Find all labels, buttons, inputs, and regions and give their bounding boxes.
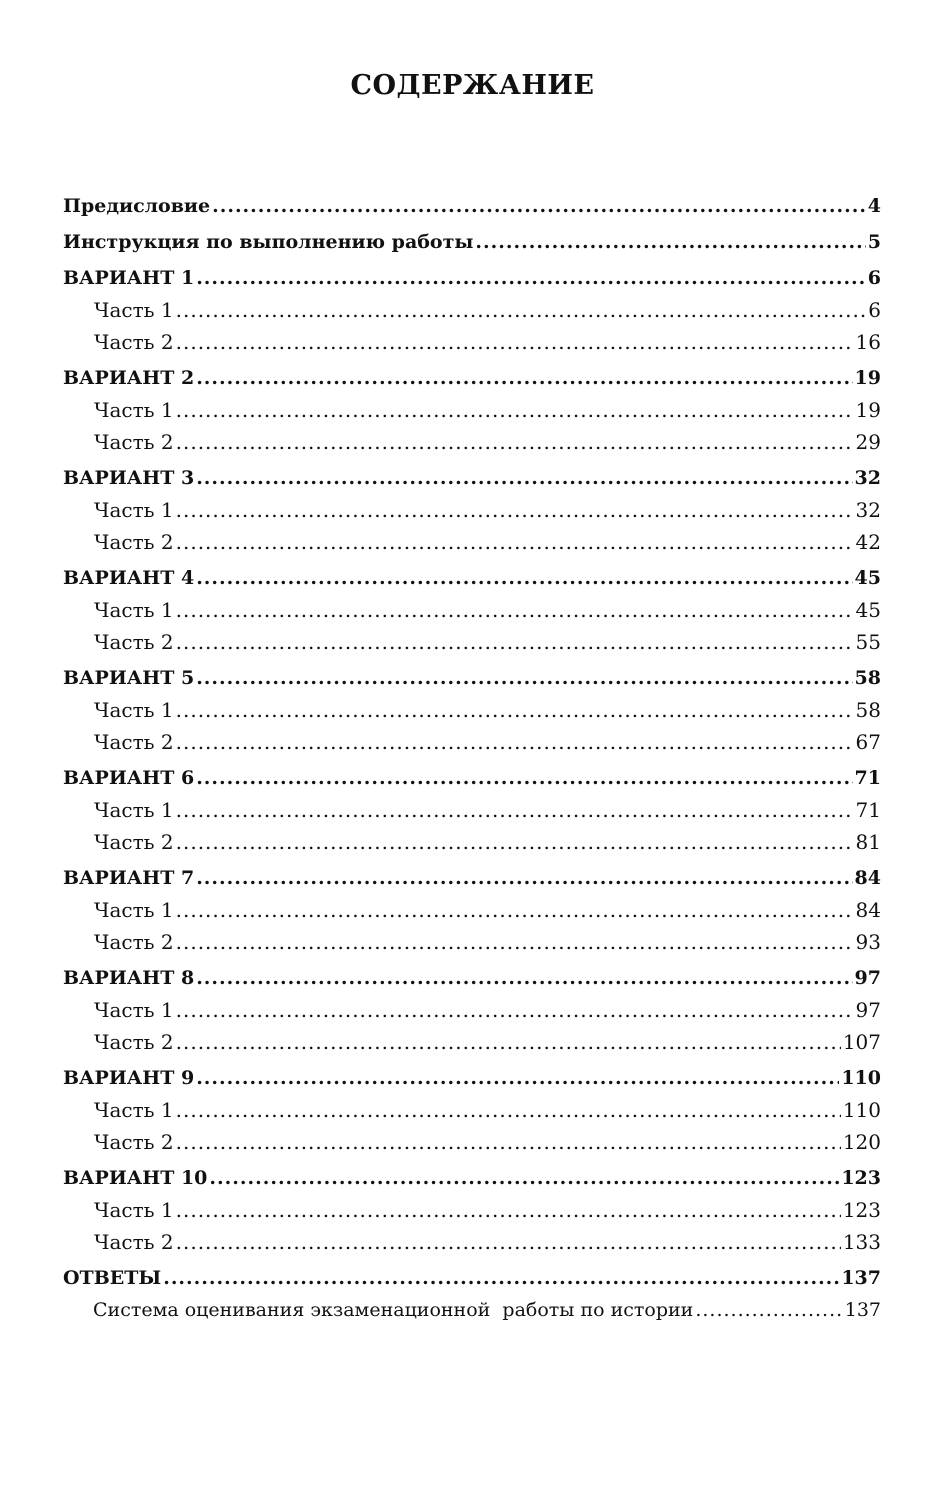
toc-entry-variant[interactable] [63, 965, 881, 991]
toc-entry-label: ВАРИАНТ 3 [63, 467, 195, 489]
toc-entry-label: ОТВЕТЫ [63, 1267, 162, 1289]
toc-entry-label: ВАРИАНТ 2 [63, 367, 195, 389]
dot-leader [176, 729, 854, 755]
toc-entry-label: Часть 1 [94, 1198, 174, 1222]
toc-entry-label: Часть 1 [94, 1098, 174, 1122]
toc-entry-part[interactable] [63, 629, 881, 655]
dot-leader [176, 829, 854, 855]
toc-entry-label: Часть 1 [94, 398, 174, 422]
toc-entry-part[interactable] [63, 297, 881, 323]
dot-leader [196, 965, 852, 991]
toc-entry-page: 19 [854, 367, 881, 389]
toc-entry-label: Часть 1 [94, 998, 174, 1022]
toc-entry-instructions[interactable] [63, 229, 881, 255]
toc-entry-label: Система оценивания экзаменационной работы по истории [93, 1299, 694, 1321]
toc-entry-page: 133 [842, 1230, 881, 1254]
toc-entry-label: ВАРИАНТ 5 [63, 667, 195, 689]
toc-entry-part[interactable] [63, 1197, 881, 1223]
toc-entry-part[interactable] [63, 1029, 881, 1055]
toc-entry-part[interactable] [63, 529, 881, 555]
dot-leader [196, 265, 866, 291]
toc-entry-page: 97 [855, 998, 881, 1022]
toc-entry-page: 84 [855, 898, 881, 922]
toc-entry-page: 55 [855, 630, 881, 654]
toc-entry-page: 120 [842, 1130, 881, 1154]
toc-entry-page: 5 [867, 231, 881, 253]
dot-leader [176, 1097, 841, 1123]
toc-entry-label: ВАРИАНТ 6 [63, 767, 195, 789]
toc-entry-answers[interactable] [63, 1265, 881, 1291]
toc-entry-label: ВАРИАНТ 10 [63, 1167, 208, 1189]
toc-entry-label: Часть 1 [94, 298, 174, 322]
toc-entry-variant[interactable] [63, 265, 881, 291]
toc-entry-page: 29 [855, 430, 881, 454]
dot-leader [176, 629, 854, 655]
toc-entry-label: ВАРИАНТ 7 [63, 867, 195, 889]
toc-entry-page: 67 [855, 730, 881, 754]
dot-leader [176, 397, 854, 423]
dot-leader [176, 797, 854, 823]
toc-entry-page: 107 [842, 1030, 881, 1054]
toc-entry-label: Часть 1 [94, 898, 174, 922]
toc-entry-page: 6 [868, 298, 881, 322]
toc-entry-part[interactable] [63, 1129, 881, 1155]
dot-leader [176, 1029, 841, 1055]
toc-entry-variant[interactable] [63, 665, 881, 691]
toc-entry-variant[interactable] [63, 865, 881, 891]
toc-entry-part[interactable] [63, 697, 881, 723]
toc-entry-variant[interactable] [63, 765, 881, 791]
toc-entry-page: 42 [855, 530, 881, 554]
dot-leader [176, 1229, 841, 1255]
toc-entry-label: Часть 2 [94, 430, 174, 454]
toc-entry-page: 97 [854, 967, 881, 989]
toc-entry-variant[interactable] [63, 465, 881, 491]
dot-leader [176, 297, 867, 323]
dot-leader [176, 997, 854, 1023]
dot-leader [176, 529, 854, 555]
toc-entry-grading-system[interactable] [63, 1297, 881, 1323]
dot-leader [176, 497, 854, 523]
toc-entry-part[interactable] [63, 329, 881, 355]
dot-leader [176, 1197, 841, 1223]
dot-leader [163, 1265, 839, 1291]
dot-leader [196, 865, 852, 891]
dot-leader [176, 597, 854, 623]
toc-entry-label: ВАРИАНТ 1 [63, 267, 195, 289]
dot-leader [196, 565, 852, 591]
toc-entry-part[interactable] [63, 597, 881, 623]
toc-entry-page: 137 [844, 1299, 881, 1321]
toc-entry-part[interactable] [63, 397, 881, 423]
toc-entry-part[interactable] [63, 929, 881, 955]
toc-entry-page: 6 [867, 267, 881, 289]
dot-leader [176, 897, 854, 923]
toc-entry-part[interactable] [63, 897, 881, 923]
toc-entry-label: Часть 2 [94, 930, 174, 954]
toc-entry-page: 110 [841, 1067, 881, 1089]
toc-entry-page: 32 [855, 498, 881, 522]
toc-entry-page: 58 [854, 667, 881, 689]
toc-entry-part[interactable] [63, 829, 881, 855]
toc-entry-label: Часть 1 [94, 798, 174, 822]
toc-entry-page: 137 [841, 1267, 881, 1289]
dot-leader [196, 765, 852, 791]
toc-entry-page: 32 [854, 467, 881, 489]
toc-entry-page: 123 [842, 1198, 881, 1222]
toc-entry-label: Часть 2 [94, 630, 174, 654]
toc-entry-variant[interactable] [63, 1165, 881, 1191]
toc-entry-part[interactable] [63, 429, 881, 455]
toc-entry-page: 84 [854, 867, 881, 889]
dot-leader [196, 365, 852, 391]
toc-entry-label: Часть 2 [94, 1030, 174, 1054]
dot-leader [176, 1129, 841, 1155]
toc-entry-variant[interactable] [63, 365, 881, 391]
dot-leader [176, 329, 854, 355]
dot-leader [176, 697, 854, 723]
toc-entry-label: Часть 1 [94, 498, 174, 522]
dot-leader [196, 1065, 839, 1091]
toc-entry-page: 81 [855, 830, 881, 854]
toc-entry-label: ВАРИАНТ 4 [63, 567, 195, 589]
toc-entry-label: Предисловие [63, 195, 211, 217]
toc-entry-label: Часть 2 [94, 1130, 174, 1154]
toc-entry-page: 45 [855, 598, 881, 622]
toc-entry-label: Часть 1 [94, 598, 174, 622]
toc-entry-label: Часть 2 [94, 330, 174, 354]
toc-entry-preface[interactable] [63, 193, 881, 219]
toc-entry-label: Часть 1 [94, 698, 174, 722]
dot-leader [176, 929, 854, 955]
toc-entry-part[interactable] [63, 797, 881, 823]
dot-leader [196, 665, 852, 691]
toc-entry-page: 110 [842, 1098, 881, 1122]
dot-leader [212, 193, 866, 219]
dot-leader [475, 229, 865, 255]
toc-entry-variant[interactable] [63, 565, 881, 591]
toc-entry-page: 93 [855, 930, 881, 954]
toc-entry-label: ВАРИАНТ 8 [63, 967, 195, 989]
dot-leader [196, 465, 852, 491]
toc-entry-page: 71 [855, 798, 881, 822]
toc-entry-part[interactable] [63, 997, 881, 1023]
toc-entry-variant[interactable] [63, 1065, 881, 1091]
toc-entry-page: 71 [854, 767, 881, 789]
toc-entry-label: Инструкция по выполнению работы [63, 231, 474, 253]
toc-entry-page: 45 [854, 567, 881, 589]
table-of-contents [63, 193, 881, 1323]
dot-leader [695, 1297, 842, 1323]
toc-entry-label: Часть 2 [94, 530, 174, 554]
toc-entry-part[interactable] [63, 1229, 881, 1255]
dot-leader [176, 429, 854, 455]
toc-entry-label: Часть 2 [94, 830, 174, 854]
dot-leader [209, 1165, 839, 1191]
toc-entry-page: 123 [841, 1167, 881, 1189]
toc-entry-part[interactable] [63, 497, 881, 523]
toc-entry-page: 58 [855, 698, 881, 722]
toc-entry-label: Часть 2 [94, 730, 174, 754]
toc-entry-part[interactable] [63, 729, 881, 755]
toc-entry-part[interactable] [63, 1097, 881, 1123]
toc-entry-label: ВАРИАНТ 9 [63, 1067, 195, 1089]
toc-entry-page: 4 [867, 195, 881, 217]
toc-entry-label: Часть 2 [94, 1230, 174, 1254]
toc-entry-page: 19 [855, 398, 881, 422]
page-title: СОДЕРЖАНИЕ [350, 70, 595, 101]
toc-entry-page: 16 [855, 330, 881, 354]
